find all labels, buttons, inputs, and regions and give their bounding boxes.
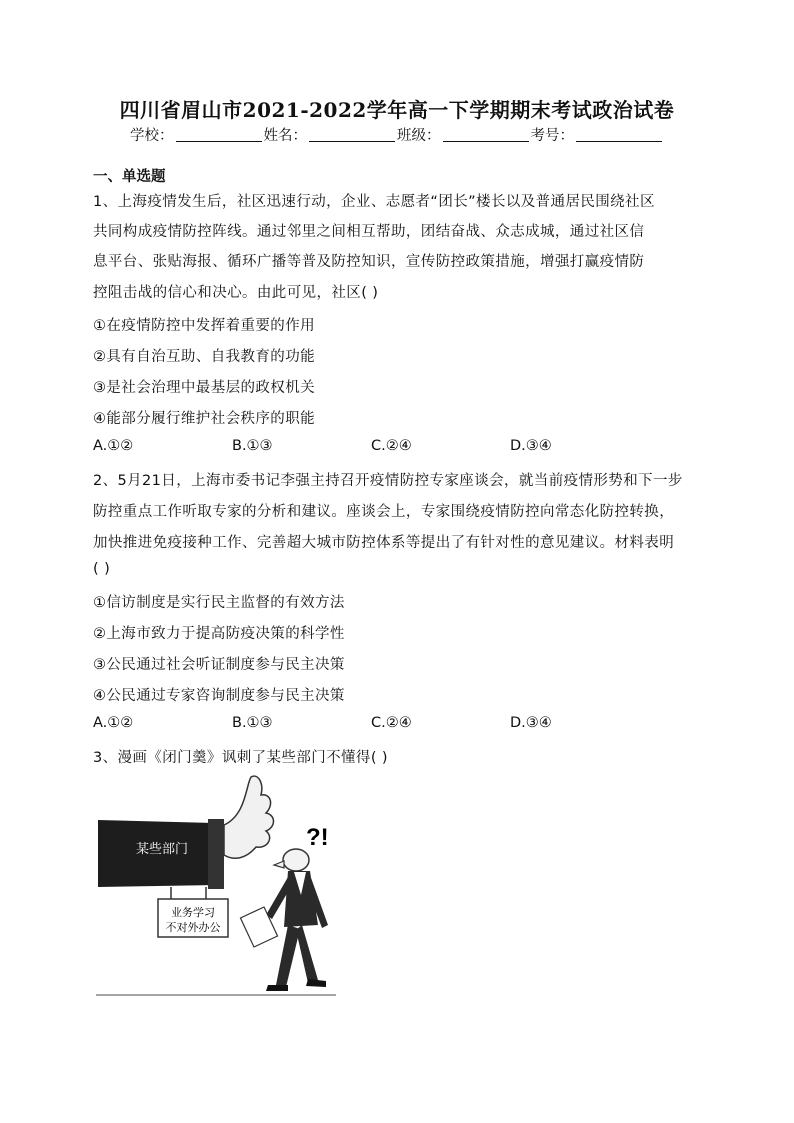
school-label: 学校： (130, 128, 174, 144)
person-shoe-left (266, 985, 288, 991)
q1-line-2: 共同构成疫情防控阵线。通过邻里之间相互帮助，团结奋战、众志成城，通过社区信 (93, 224, 645, 240)
section-heading: 一、单选题 (93, 169, 166, 185)
class-label: 班级： (397, 128, 441, 144)
q1-line-4: 控阻击战的信心和决心。由此可见，社区( ) (93, 285, 379, 301)
q2-line-1: 2、5月21日，上海市委书记李强主持召开疫情防控专家座谈会，就当前疫情形势和下一步 (93, 473, 683, 489)
person-leg-right (296, 925, 318, 983)
person-nose (274, 861, 284, 868)
q2-line-2: 防控重点工作听取专家的分析和建议。座谈会上，专家围绕疫情防控向常态化防控转换， (93, 504, 675, 520)
student-info-line (0, 124, 794, 145)
school-blank (176, 127, 262, 142)
q2-item-3: ③公民通过社会听证制度参与民主决策 (93, 657, 345, 673)
q2-choice-d[interactable]: D.③④ (510, 715, 552, 731)
page-title: 四川省眉山市2021-2022学年高一下学期期末考试政治试卷 (119, 98, 675, 122)
class-blank (443, 127, 529, 142)
person-leg-left (276, 925, 300, 987)
hand-shape (224, 776, 274, 858)
q2-choice-c[interactable]: C.②④ (371, 715, 412, 731)
q1-item-4: ④能部分履行维护社会秩序的职能 (93, 411, 315, 427)
q1-item-2: ②具有自治互助、自我教育的功能 (93, 349, 315, 365)
person-shoe-right (306, 979, 326, 987)
q2-line-4: ( ) (93, 561, 111, 577)
cartoon-closed-door (96, 775, 346, 1001)
q1-line-1: 1、上海疫情发生后，社区迅速行动，企业、志愿者“团长”楼长以及普通居民围绕社区 (93, 194, 655, 210)
q2-item-1: ①信访制度是实行民主监督的有效方法 (93, 595, 345, 611)
q1-choice-c[interactable]: C.②④ (371, 438, 412, 454)
sign-line-1: 业务学习 (171, 907, 215, 919)
q1-choice-a[interactable]: A.①② (93, 438, 134, 454)
q1-line-3: 息平台、张贴海报、循环广播等普及防控知识，宣传防控政策措施，增强打赢疫情防 (93, 254, 645, 270)
person-head (283, 849, 309, 871)
q3-line-1: 3、漫画《闭门羹》讽刺了某些部门不懂得( ) (93, 750, 388, 766)
q2-item-4: ④公民通过专家咨询制度参与民主决策 (93, 688, 345, 704)
q1-item-1: ①在疫情防控中发挥着重要的作用 (93, 318, 315, 334)
q2-item-2: ②上海市致力于提高防疫决策的科学性 (93, 626, 345, 642)
q2-choice-a[interactable]: A.①② (93, 715, 134, 731)
name-label: 姓名： (263, 128, 307, 144)
q2-choice-b[interactable]: B.①③ (232, 715, 273, 731)
sign-line-2: 不对外办公 (165, 922, 221, 934)
cuff-shape (208, 819, 224, 889)
q1-item-3: ③是社会治理中最基层的政权机关 (93, 380, 315, 396)
question-exclaim-marks: ?! (306, 824, 329, 851)
q1-choice-d[interactable]: D.③④ (510, 438, 552, 454)
number-blank (576, 127, 662, 142)
q1-choice-b[interactable]: B.①③ (232, 438, 273, 454)
number-label: 考号： (530, 128, 574, 144)
q2-line-3: 加快推进免疫接种工作、完善超大城市防控体系等提出了有针对性的意见建议。材料表明 (93, 535, 675, 551)
name-blank (309, 127, 395, 142)
sleeve-label: 某些部门 (136, 841, 189, 856)
